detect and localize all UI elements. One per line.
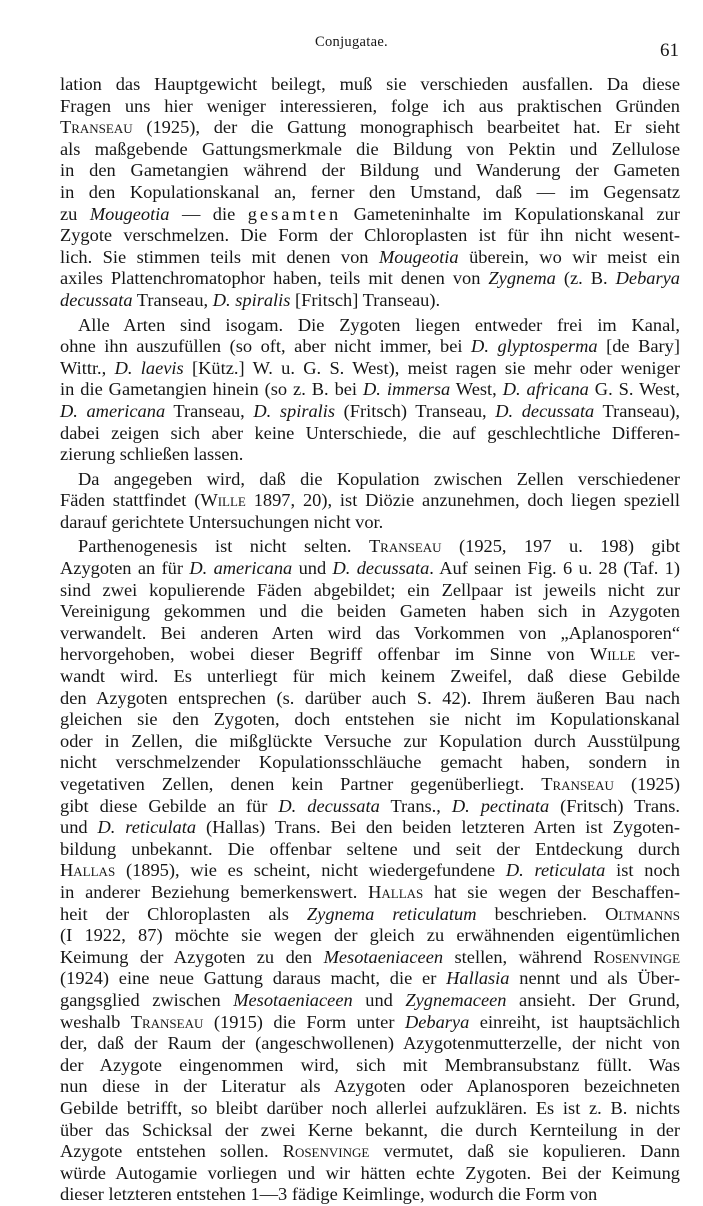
italic-taxon: D. immersa: [363, 379, 451, 400]
text-run: Azygoten an für: [60, 558, 190, 579]
text-run: (z. B.: [555, 268, 616, 289]
text-line: [60, 968, 680, 990]
text-line: [60, 1055, 680, 1077]
text-run: G. S. West,: [588, 379, 680, 400]
text-line: [60, 336, 680, 358]
text-line: [60, 401, 680, 423]
text-run: 1897, 20), ist Diözie anzunehmen, doch liegen speziell: [245, 490, 680, 511]
text-run: (1925), der die Gattung monographisch bearbeitet hat. Er sieht: [132, 117, 680, 138]
text-run: Alle Arten sind isogam. Die Zygoten liegen entweder frei im Kanal,: [78, 314, 680, 335]
text-run: Fragen uns hier weniger interessieren, folge ich aus praktischen Gründen: [60, 95, 680, 116]
text-run: . Auf seinen Fig. 6 u. 28 (Taf. 1): [429, 558, 681, 579]
italic-taxon: D. pectinata: [451, 795, 550, 816]
italic-taxon: D. reticulata: [97, 817, 197, 838]
text-line: [60, 160, 680, 182]
text-line: [60, 709, 680, 731]
text-run: Gebilde betrifft, so bleibt darüber noch allerlei aufzuklären. Es ist z. B. nichts: [60, 1097, 680, 1118]
text-run: nennt und als Über-: [509, 968, 680, 989]
text-run: (Fritsch) Trans.: [549, 795, 680, 816]
text-run: West,: [450, 379, 503, 400]
italic-taxon: Zygnema reticulatum: [306, 903, 477, 924]
text-line: [60, 947, 680, 969]
text-line: [60, 817, 680, 839]
text-line: [60, 623, 680, 645]
text-line: [60, 512, 680, 534]
author-name: Hallas: [368, 881, 424, 902]
text-run: gibt diese Gebilde an für: [60, 795, 279, 816]
italic-taxon: D. spiralis: [253, 400, 336, 421]
author-name: Oltmanns: [605, 903, 680, 924]
paragraph: [60, 312, 680, 466]
text-line: [60, 839, 680, 861]
text-run: dabei zeigen sich aber keine Unterschiede, die auf geschlechtliche Differen-: [60, 422, 680, 443]
text-run: (1924) eine neue Gattung daraus macht, die er: [60, 968, 447, 989]
body-text: [60, 74, 680, 1206]
text-run: bildung unbekannt. Die offenbar seltene und seit der Entdeckung durch: [60, 838, 680, 859]
text-run: Transeau),: [594, 400, 680, 421]
text-line: [60, 882, 680, 904]
text-run: [Fritsch] Transeau).: [290, 289, 441, 310]
paragraph: [60, 466, 680, 534]
text-line: [60, 315, 680, 337]
text-line: [60, 379, 680, 401]
text-line: [60, 74, 680, 96]
italic-taxon: Zygnema: [488, 268, 556, 289]
text-line: [60, 490, 680, 512]
text-line: [60, 731, 680, 753]
italic-taxon: D. africana: [502, 379, 589, 400]
text-line: [60, 247, 680, 269]
text-line: [60, 1076, 680, 1098]
text-line: [60, 117, 680, 139]
text-run: oder in Zellen, die mißglückte Versuche zur Kopulation durch Ausstülpung: [60, 730, 680, 751]
text-line: [60, 96, 680, 118]
text-run: nicht verschmelzender Kopulationsschläuche gemacht haben, sondern in: [60, 752, 680, 773]
author-name: Transeau: [541, 774, 614, 794]
text-line: [60, 774, 680, 796]
text-run: und: [60, 817, 98, 838]
text-run: und: [352, 989, 406, 1010]
text-line: [60, 182, 680, 204]
text-line: [60, 601, 680, 623]
text-line: [60, 860, 680, 882]
text-run: zierung schließen lassen.: [60, 444, 244, 465]
text-run: in den Gametangien während der Bildung und Wanderung der Gameten: [60, 160, 680, 181]
text-line: [60, 688, 680, 710]
italic-taxon: decussata: [60, 289, 133, 310]
text-run: (1925): [613, 774, 680, 794]
text-run: in den Kopulationskanal an, ferner den Umstand, daß — im Gegensatz: [60, 181, 680, 202]
italic-taxon: Mesotaeniaceen: [323, 946, 444, 967]
text-run: und: [292, 558, 333, 579]
running-title: Conjugatae.: [315, 34, 388, 50]
italic-taxon: Hallasia: [446, 968, 510, 989]
text-run: Transeau,: [132, 289, 213, 310]
text-line: [60, 1033, 680, 1055]
text-run: heit der Chloroplasten als: [60, 903, 307, 924]
text-run: (1925, 197 u. 198) gibt: [441, 536, 680, 557]
text-run: — die: [169, 203, 248, 224]
italic-taxon: D. decussata: [495, 400, 595, 421]
text-run: Gameteninhalte im Kopulationskanal zur: [341, 203, 680, 224]
text-line: [60, 796, 680, 818]
text-line: [60, 644, 680, 666]
text-line: [60, 925, 680, 947]
text-run: Wittr.,: [60, 357, 115, 378]
italic-taxon: D. laevis: [114, 357, 184, 378]
text-run: zu: [60, 203, 90, 224]
text-line: [60, 1184, 680, 1206]
text-line: [60, 666, 680, 688]
text-line: [60, 423, 680, 445]
text-run: den Azygoten entsprechen (s. darüber auch S. 42). Ihrem äußeren Bau nach: [60, 687, 680, 708]
text-line: [60, 536, 680, 558]
text-line: [60, 1163, 680, 1185]
text-run: Azygote entstehen sollen.: [60, 1141, 283, 1162]
text-run: weshalb: [60, 1011, 131, 1032]
text-run: (1915) die Form unter: [203, 1011, 405, 1032]
text-line: [60, 558, 680, 580]
italic-taxon: D. decussata: [278, 795, 380, 816]
text-run: (Fritsch) Transeau,: [335, 400, 496, 421]
text-line: [60, 580, 680, 602]
text-run: ver-: [635, 644, 680, 665]
text-run: beschrieben.: [476, 903, 606, 924]
author-name: Wille: [589, 644, 636, 665]
text-run: Vereinigung gekommen und die beiden Gameten haben sich in Azygoten: [60, 601, 680, 622]
author-name: Wille: [200, 490, 246, 511]
text-run: Parthenogenesis ist nicht selten.: [78, 536, 369, 557]
italic-taxon: Debarya: [404, 1011, 470, 1032]
author-name: Transeau: [130, 1011, 204, 1032]
text-run: hervorgehoben, wobei dieser Begriff offenbar im Sinne von: [60, 644, 590, 665]
text-run: axiles Plattenchromatophor haben, teils mit denen von: [60, 268, 489, 289]
text-run: wandt wird. Es unterliegt für mich keinem Zweifel, daß diese Gebilde: [60, 666, 680, 687]
text-run: einreiht, ist hauptsächlich: [469, 1011, 680, 1032]
text-run: [de Bary]: [597, 336, 680, 357]
text-line: [60, 358, 680, 380]
text-run: lich. Sie stimmen teils mit denen von: [60, 246, 379, 267]
italic-taxon: Mougeotia: [89, 203, 170, 224]
text-run: [Kütz.] W. u. G. S. West), meist ragen sie mehr oder weniger: [183, 357, 680, 378]
text-line: [60, 225, 680, 247]
spaced-emphasis: gesamten: [247, 203, 342, 224]
author-name: Hallas: [60, 860, 116, 881]
text-run: vegetativen Zellen, denen kein Partner gegenüberliegt.: [60, 774, 542, 794]
text-line: [60, 204, 680, 226]
text-line: [60, 752, 680, 774]
text-run: dieser letzteren entstehen 1—3 fädige Keimlinge, wodurch die Form von: [60, 1184, 598, 1205]
text-run: Zygote verschmelzen. Die Form der Chloroplasten ist für ihn nicht wesent-: [60, 225, 680, 246]
text-line: [60, 268, 680, 290]
text-line: [60, 1120, 680, 1142]
text-run: lation das Hauptgewicht beilegt, muß sie verschieden ausfallen. Da diese: [60, 74, 680, 94]
text-run: sind zwei kopulierende Fäden abgebildet; ein Zellpaar ist jeweils nicht zur: [60, 579, 680, 600]
italic-taxon: Zygnemaceen: [405, 989, 507, 1010]
paragraph: [60, 74, 680, 312]
text-run: (1895), wie es scheint, nicht wiedergefundene: [115, 860, 506, 881]
italic-taxon: D. decussata: [332, 558, 430, 579]
page-number: 61: [660, 40, 679, 61]
text-run: vermutet, daß sie kopulieren. Dann: [369, 1141, 680, 1162]
italic-taxon: Mougeotia: [378, 246, 459, 267]
text-line: [60, 1098, 680, 1120]
italic-taxon: D. reticulata: [505, 860, 606, 881]
text-run: in die Gametangien hinein (so z. B. bei: [60, 379, 363, 400]
text-line: [60, 469, 680, 491]
text-run: Keimung der Azygoten zu den: [60, 946, 324, 967]
text-run: ist noch: [605, 860, 680, 881]
author-name: Transeau: [368, 536, 442, 557]
text-run: würde Autogamie vorliegen und wir hätten echte Zygoten. Bei der Keimung: [60, 1162, 680, 1183]
text-run: (Hallas) Trans. Bei den beiden letzteren Arten ist Zygoten-: [196, 817, 680, 838]
text-run: Transeau,: [165, 400, 254, 421]
text-run: der, daß der Raum der (angeschwollenen) Azygotenmutterzelle, der nicht von: [60, 1033, 680, 1054]
text-run: (I 1922, 87) möchte sie wegen der gleich zu erwähnenden eigentümlichen: [60, 925, 680, 946]
author-name: Rosenvinge: [593, 946, 681, 967]
text-run: ohne ihn auszufüllen (so oft, aber nicht immer, bei: [60, 336, 472, 357]
text-line: [60, 1141, 680, 1163]
text-run: gleichen sie den Zygoten, doch entstehen sie nicht im Kopulationskanal: [60, 709, 680, 730]
text-run: Trans.,: [379, 795, 452, 816]
text-line: [60, 1012, 680, 1034]
text-line: [60, 444, 680, 466]
text-line: [60, 904, 680, 926]
text-run: als maßgebende Gattungsmerkmale die Bildung von Pektin und Zellulose: [60, 138, 680, 159]
italic-taxon: Debarya: [615, 268, 680, 289]
text-line: [60, 290, 680, 312]
text-line: [60, 990, 680, 1012]
text-run: Da angegeben wird, daß die Kopulation zwischen Zellen verschiedener: [78, 468, 680, 489]
text-run: ansieht. Der Grund,: [506, 989, 680, 1010]
italic-taxon: D. americana: [189, 558, 293, 579]
italic-taxon: D. glyptosperma: [471, 336, 598, 357]
text-line: [60, 139, 680, 161]
text-run: in anderer Beziehung bemerkenswert.: [60, 881, 369, 902]
author-name: Rosenvinge: [282, 1141, 370, 1162]
text-run: stellen, während: [443, 946, 594, 967]
italic-taxon: D. americana: [60, 400, 166, 421]
author-name: Transeau: [60, 117, 133, 138]
text-run: nun diese in der Literatur als Azygoten oder Aplanosporen bezeichneten: [60, 1076, 680, 1097]
text-run: überein, wo wir meist ein: [458, 246, 680, 267]
paragraph: [60, 533, 680, 1205]
text-run: der Azygote eingenommen wird, sich mit Membransubstanz füllt. Was: [60, 1054, 680, 1075]
italic-taxon: Mesotaeniaceen: [233, 989, 353, 1010]
text-run: Fäden stattfindet (: [60, 490, 201, 511]
text-run: hat sie wegen der Beschaffen-: [423, 881, 680, 902]
italic-taxon: D. spiralis: [212, 289, 291, 310]
text-run: verwandelt. Bei anderen Arten wird das Vorkommen von „Aplanosporen“: [60, 622, 680, 643]
text-run: darauf gerichtete Untersuchungen nicht vor.: [60, 511, 384, 532]
text-run: gangsglied zwischen: [60, 989, 234, 1010]
text-run: über das Schicksal der zwei Kerne bekannt, die durch Kernteilung in der: [60, 1119, 680, 1140]
